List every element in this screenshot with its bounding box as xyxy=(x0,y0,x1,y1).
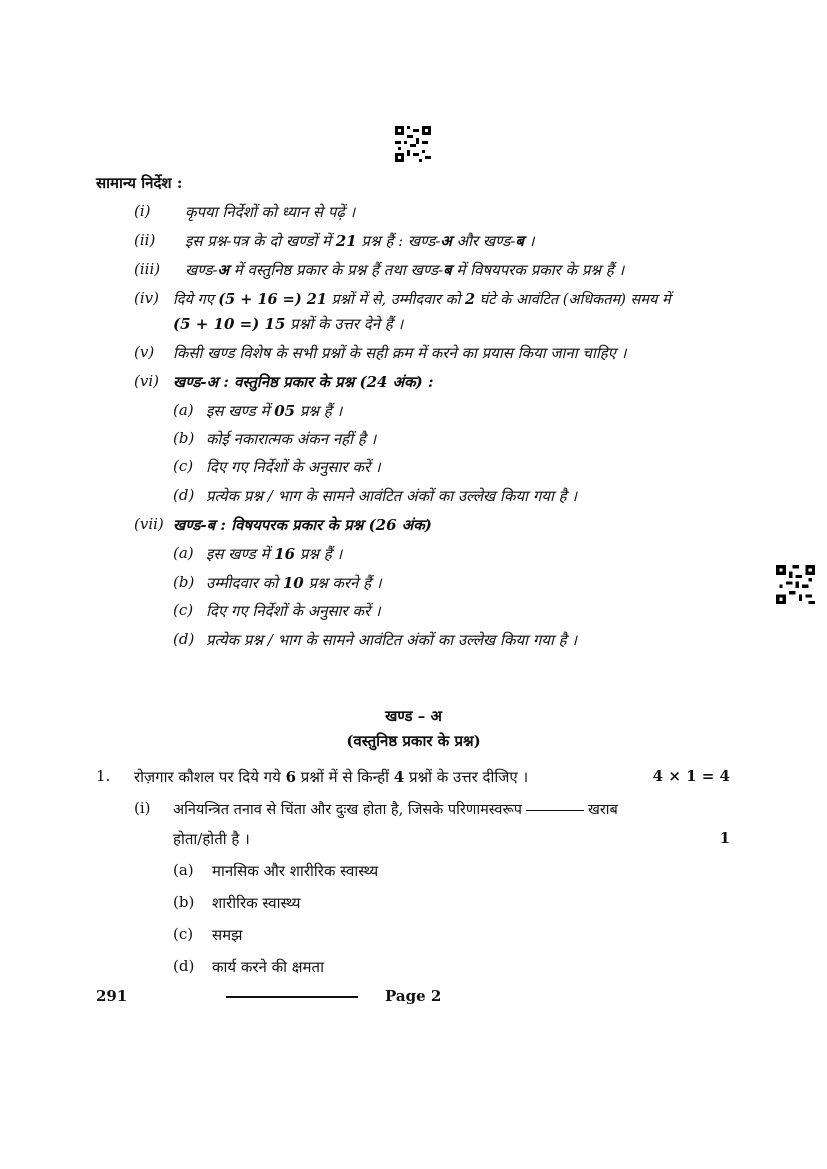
sub-instruction-text: दिए गए निर्देशों के अनुसार करें । xyxy=(206,602,381,620)
sub-instruction-text: प्रत्येक प्रश्न / भाग के सामने आवंटित अंकों का उल्लेख किया गया है । xyxy=(206,487,578,505)
answer-blank xyxy=(526,809,584,811)
section-a-instruction-heading: खण्ड-अ : वस्तुनिष्ठ प्रकार के प्रश्न (24 अंक) : xyxy=(173,373,434,391)
instruction-marker: (vi) xyxy=(134,372,159,390)
sub-question-text: अनियन्त्रित तनाव से चिंता और दुःख होता है, जिसके परिणामस्वरूप खराब xyxy=(173,802,618,818)
section-subheading: (वस्तुनिष्ठ प्रकार के प्रश्न) xyxy=(346,732,481,750)
instruction-text-continued: (5 + 10 =) 15 प्रश्नों के उत्तर देने हैं । xyxy=(173,315,404,333)
option-text: शारीरिक स्वास्थ्य xyxy=(212,894,301,912)
sub-question-text-continued: होता/होती है । xyxy=(173,830,250,848)
sub-instruction-text: दिए गए निर्देशों के अनुसार करें । xyxy=(206,458,381,476)
instruction-marker: (i) xyxy=(134,202,151,220)
general-instructions-title: सामान्य निर्देश : xyxy=(96,174,183,192)
question-marks: 4 × 1 = 4 xyxy=(652,767,730,785)
paper-code: 291 xyxy=(96,987,128,1005)
instruction-text: किसी खण्ड विशेष के सभी प्रश्नों के सही क्रम में करने का प्रयास किया जाना चाहिए । xyxy=(173,344,627,362)
option-marker: (b) xyxy=(173,893,195,911)
sub-instruction-text: उम्मीदवार को 10 प्रश्न करने हैं । xyxy=(206,574,382,592)
sub-marker: (a) xyxy=(173,401,194,419)
page-number: Page 2 xyxy=(385,987,442,1005)
sub-instruction-text: इस खण्ड में 05 प्रश्न हैं । xyxy=(206,402,343,420)
instruction-marker: (vii) xyxy=(134,515,164,533)
instruction-text: कृपया निर्देशों को ध्यान से पढ़ें । xyxy=(185,203,356,221)
instruction-text: खण्ड-अ में वस्तुनिष्ठ प्रकार के प्रश्न हैं तथा खण्ड-ब में विषयपरक प्रकार के प्रश्न हैं । xyxy=(185,261,625,279)
sub-marker: (c) xyxy=(173,457,194,475)
instruction-text: दिये गए (5 + 16 =) 21 प्रश्नों में से, उम्मीदवार को 2 घंटे के आवंटित (अधिकतम) समय में xyxy=(173,291,671,308)
qr-code-side xyxy=(776,565,815,604)
option-text: मानसिक और शारीरिक स्वास्थ्य xyxy=(212,862,379,880)
sub-question-marks: 1 xyxy=(719,829,730,847)
question-text: रोज़गार कौशल पर दिये गये 6 प्रश्नों में से किन्हीं 4 प्रश्नों के उत्तर दीजिए । xyxy=(134,768,529,786)
instruction-text: इस प्रश्न-पत्र के दो खण्डों में 21 प्रश्न हैं : खण्ड-अ और खण्ड-ब । xyxy=(185,232,535,250)
option-marker: (c) xyxy=(173,925,194,943)
instruction-marker: (iv) xyxy=(134,289,159,307)
instruction-marker: (v) xyxy=(134,343,155,361)
sub-marker: (c) xyxy=(173,601,194,619)
sub-instruction-text: प्रत्येक प्रश्न / भाग के सामने आवंटित अंकों का उल्लेख किया गया है । xyxy=(206,631,578,649)
option-marker: (a) xyxy=(173,861,194,879)
sub-marker: (d) xyxy=(173,486,195,504)
section-b-instruction-heading: खण्ड-ब : विषयपरक प्रकार के प्रश्न (26 अंक) xyxy=(173,516,432,534)
instruction-marker: (iii) xyxy=(134,260,161,278)
sub-marker: (a) xyxy=(173,544,194,562)
option-text: कार्य करने की क्षमता xyxy=(212,958,324,976)
option-text: समझ xyxy=(212,926,243,944)
sub-marker: (b) xyxy=(173,429,195,447)
sub-instruction-text: इस खण्ड में 16 प्रश्न हैं । xyxy=(206,545,343,563)
sub-marker: (b) xyxy=(173,573,195,591)
question-number: 1. xyxy=(96,767,111,785)
instruction-marker: (ii) xyxy=(134,231,156,249)
sub-instruction-text: कोई नकारात्मक अंकन नहीं है । xyxy=(206,430,377,448)
qr-code-top xyxy=(395,126,431,162)
sub-question-marker: (i) xyxy=(134,799,151,817)
option-marker: (d) xyxy=(173,957,195,975)
sub-marker: (d) xyxy=(173,630,195,648)
footer-rule xyxy=(226,996,358,998)
section-heading: खण्ड – अ xyxy=(385,707,442,725)
